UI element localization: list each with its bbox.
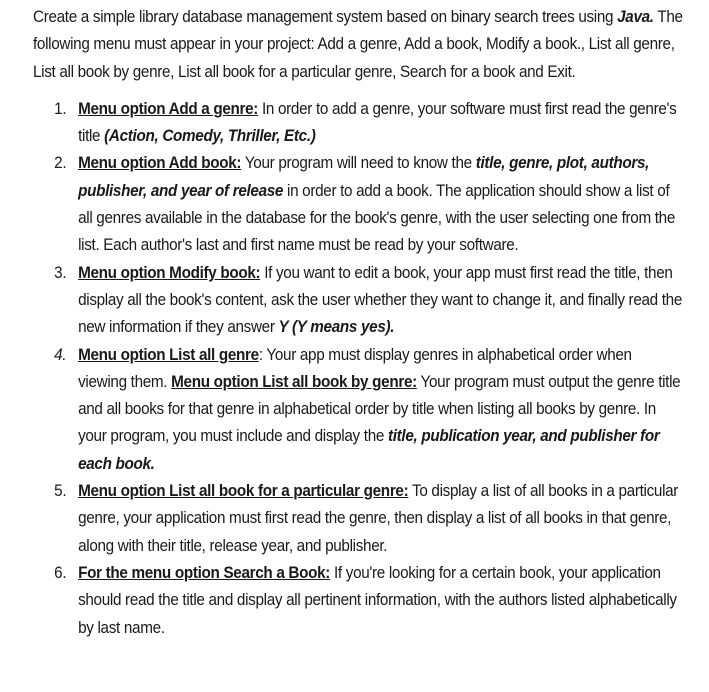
item-number: 3. — [54, 262, 67, 282]
item-label: Menu option Add book: — [78, 153, 242, 173]
item-number: 2. — [54, 153, 67, 173]
item-number: 4. — [54, 344, 67, 364]
menu-options-list — [33, 95, 687, 641]
list-item-search-book — [33, 559, 683, 641]
item-number: 1. — [54, 98, 67, 118]
item-text: Your program will need to know the — [241, 153, 476, 173]
item-emphasis: Y (Y means yes). — [278, 317, 395, 337]
item-number: 6. — [54, 562, 67, 582]
item-text: If you want to edit a book, your app must first read the title, then display all the book's content, ask the user whether they want to change it, and finally read the new information if they answer — [78, 262, 683, 337]
list-item-list-genre — [33, 341, 683, 477]
item-emphasis: title, genre, plot, authors, publisher, and year of release — [78, 153, 650, 200]
list-item-list-particular-genre — [33, 477, 683, 559]
intro-java: Java. — [617, 7, 654, 26]
item-emphasis: (Action, Comedy, Thriller, Etc.) — [104, 126, 316, 146]
item-number: 5. — [54, 481, 67, 501]
list-item-add-genre — [33, 95, 683, 150]
item-label: Menu option List all book for a particular genre: — [78, 481, 409, 501]
list-item-modify-book — [33, 259, 683, 341]
item-text: : Your app must display genres in alphabetical order when viewing them. — [78, 344, 632, 391]
intro-text-2: The following menu must appear in your project: Add a genre, Add a book, Modify a book., List all genre, List all book by genre, List all book for a particular genre, Search for a book and Exit. — [33, 7, 683, 81]
intro-paragraph — [33, 3, 686, 85]
item-label: Menu option Modify book: — [78, 262, 261, 282]
list-item-add-book — [33, 149, 683, 258]
item-text: To display a list of all books in a particular genre, your application must first read the genre, then display a list of all books in that genre, along with their title, release year, and publisher. — [78, 481, 679, 555]
item-label: Menu option List all genre — [78, 344, 259, 364]
item-emphasis: title, publication year, and publisher for each book. — [78, 426, 660, 473]
item-text-2: Your program must output the genre title and all books for that genre in alphabetical order by title when listing all books by genre. In your program, you must include and display the — [78, 371, 681, 446]
item-text: In order to add a genre, your software must first read the genre's title — [78, 98, 677, 146]
item-text-2: in order to add a book. The application should show a list of all genres available in the database for the book's genre, with the user selecting one from the list. Each author's last and first name must be read by your software. — [78, 180, 676, 255]
item-label-2: Menu option List all book by genre: — [171, 371, 417, 391]
item-label: Menu option Add a genre: — [78, 98, 259, 118]
item-label: For the menu option Search a Book: — [78, 562, 331, 582]
item-text: If you're looking for a certain book, your application should read the title and display all pertinent information, with the authors listed alphabetically by last name. — [78, 562, 677, 637]
intro-text: Create a simple library database management system based on binary search trees using — [33, 7, 618, 26]
